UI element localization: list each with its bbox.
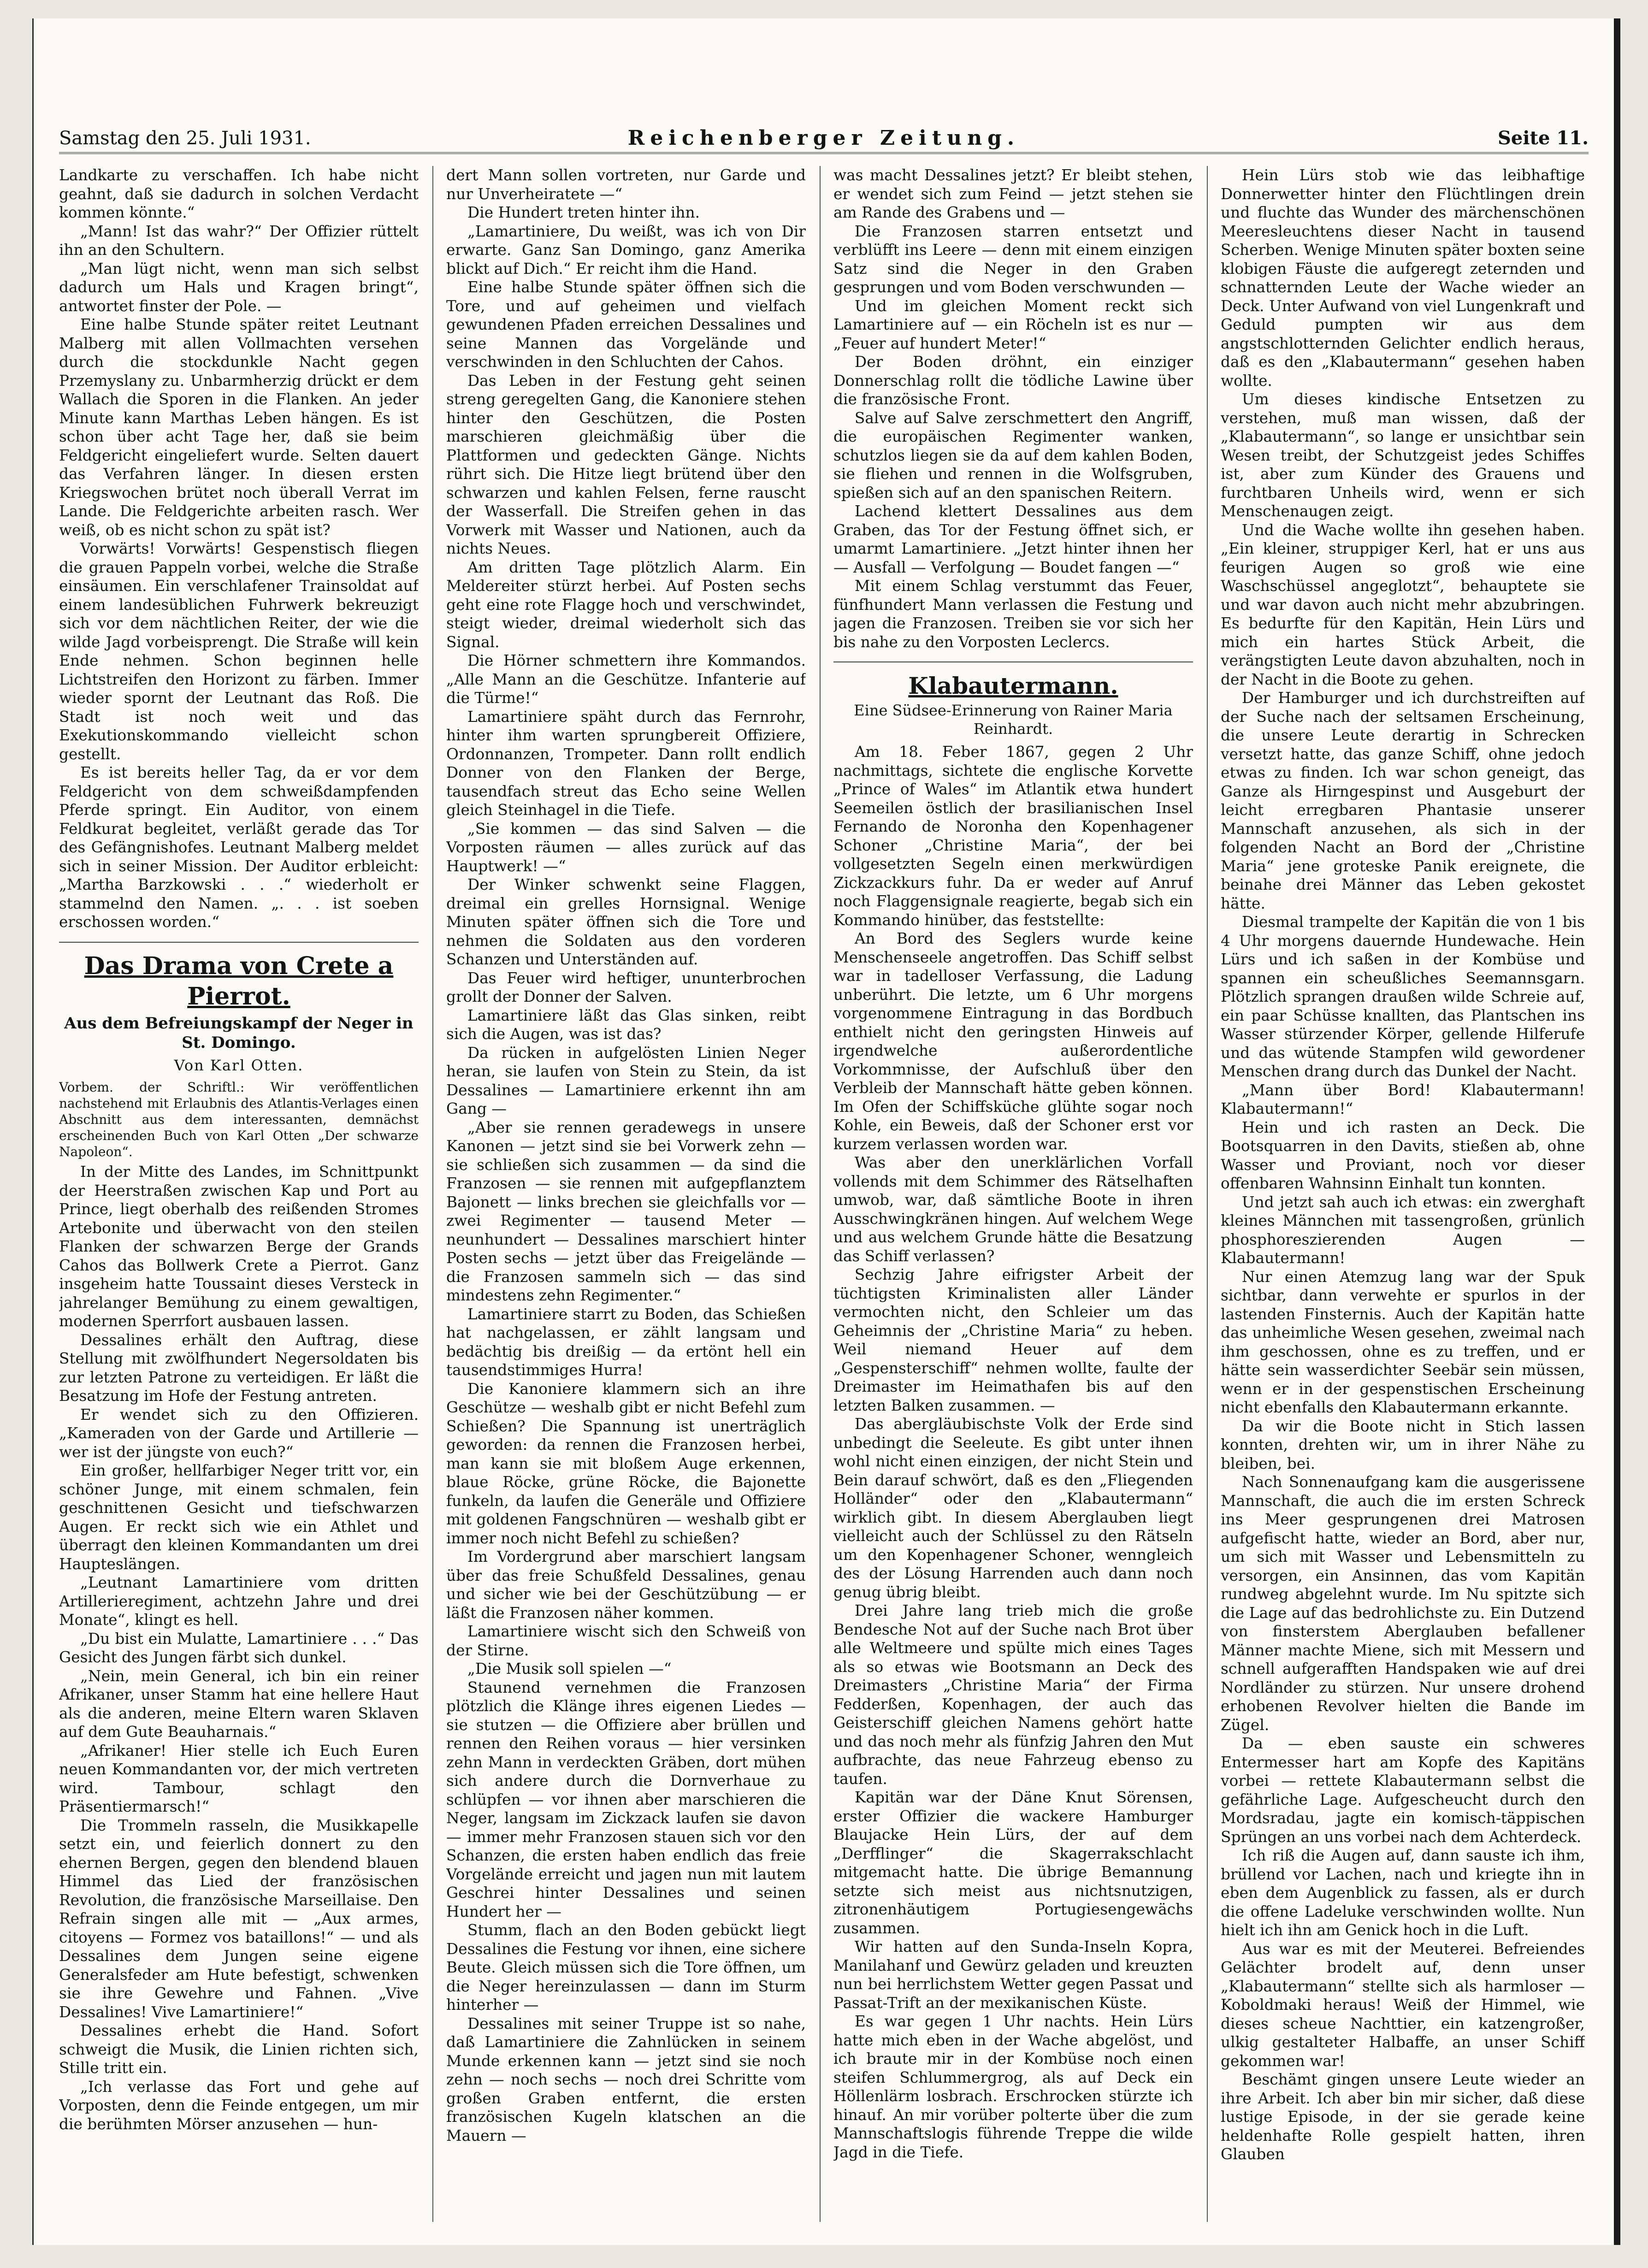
paragraph: Da rücken in aufgelösten Linien Neger heran, sie laufen von Stein zu Stein, da ist Dessalines — Lamartiniere erkennt ihn am Gang — [446,1044,806,1117]
column-2 [446,166,806,2222]
paragraph: was macht Dessalines jetzt? Er bleibt stehen, er wendet sich zum Feind — jetzt stehen sie am Rande des Grabens und — [833,166,1193,221]
paragraph: Dessalines mit seiner Truppe ist so nahe, daß Lamartiniere die Zahnlücken in seinem Munde erkennen kann — jetzt sind sie noch zehn — noch sechs — noch drei Schritte vom großen Graben entfernt, die ersten französischen Kugeln klatschen an die Mauern — [446,2014,806,2144]
paragraph: Staunend vernehmen die Franzosen plötzlich die Klänge ihres eigenen Liedes — sie stutzen — die Offiziere aber brüllen und rennen den Reihen voraus — hier versinken zehn Mann in verdeckten Gräben, dort mühen sich andere durch die Dornverhaue zu schlüpfen — vor ihnen aber marschieren die Neger, langsam im Zickzack laufen sie davon — immer mehr Franzosen stauen sich vor den Schanzen, die ersten haben endlich das freie Vorgelände erreicht und jagen nun mit lautem Geschrei hinter Dessalines und seinen Hundert her — [446,1678,806,1920]
editor-note: Vorbem. der Schriftl.: Wir veröffentlichen nachstehend mit Erlaubnis des Atlantis-Verlages einen Abschnitt aus dem interessanten, demnächst erscheinenden Buch von Karl Otten „Der schwarze Napoleon“. [59,1080,419,1159]
paragraph: Sechzig Jahre eifrigster Arbeit der tüchtigsten Kriminalisten aller Länder vermochten nicht, den Schleier um das Geheimnis der „Christine Maria“ zu heben. Weil niemand Heuer auf dem „Gespensterschiff“ nehmen wollte, faulte der Dreimaster im Heimathafen bis auf den letzten Balken zusammen. — [833,1266,1193,1414]
paragraph: Eine halbe Stunde später öffnen sich die Tore, und auf geheimen und vielfach gewundenen Pfaden erreichen Dessalines und seine Mannen das Vorgelände und verschwinden in den Schluchten der Cahos. [446,278,806,371]
paragraph: Dessalines erhebt die Hand. Sofort schweigt die Musik, die Linien richten sich, Stille tritt ein. [59,2022,419,2077]
paragraph: Das abergläubischste Volk der Erde sind unbedingt die Seeleute. Es gibt unter ihnen wohl nicht einen einzigen, der nicht Stein und Bein darauf schwört, daß es den „Fliegenden Holländer“ oder den „Klabautermann“ wirklich gibt. In diesem Aberglauben liegt vielleicht auch der Schlüssel zu den Rätseln um den Kopenhagener Schoner, wenngleich des der Lösung Harrenden auch dann noch genug übrig bleibt. [833,1415,1193,1601]
paragraph: Lachend klettert Dessalines aus dem Graben, das Tor der Festung öffnet sich, er umarmt Lamartiniere. „Jetzt hinter ihnen her — Ausfall — Verfolgung — Boudet fangen —“ [833,502,1193,576]
paragraph: Um dieses kindische Entsetzen zu verstehen, muß man wissen, daß der „Klabautermann“, so lange er unsichtbar sein Wesen treibt, der Schutzgeist jedes Schiffes ist, aber zum Künder des Grauens und furchtbaren Unheils wird, wenn er sich Menschenaugen zeigt. [1221,390,1585,520]
paragraph: „Man lügt nicht, wenn man sich selbst dadurch um Hals und Kragen bringt“, antwortet finster der Pole. — [59,260,419,315]
paragraph: Lamartiniere starrt zu Boden, das Schießen hat nachgelassen, er zählt langsam und bedächtig bis dreißig — da ertönt hell ein tausendstimmiges Hurra! [446,1305,806,1379]
paragraph: dert Mann sollen vortreten, nur Garde und nur Unverheiratete —“ [446,166,806,203]
paragraph: Nach Sonnenaufgang kam die ausgerissene Mannschaft, die auch die im ersten Schreck ins Meer gesprungenen drei Matrosen aufgefischt hatte, wieder an Bord, aber nur, um sich mit Wasser und Lebensmitteln zu versorgen, ein Ansinnen, das vom Kapitän rundweg abgelehnt wurde. Im Nu spitzte sich die Lage auf das bedrohlichste zu. Ein Dutzend von finsterstem Aberglauben befallener Männer machte Miene, sich mit Messern und schnell aufgerafften Handspaken wie auf drei Nordländer zu stürzen. Nur unsere drohend erhobenen Revolver hielten die Bande im Zügel. [1221,1473,1585,1734]
article-title: Das Drama von Crete a Pierrot. [84,951,394,1010]
paragraph: Ich riß die Augen auf, dann sauste ich ihm, brüllend vor Lachen, nach und kriegte ihn in eben dem Augenblick zu fassen, als er durch die offene Ladeluke verschwinden wollte. Nun hielt ich ihn am Genick hoch in die Luft. [1221,1847,1585,1939]
paragraph: Es ist bereits heller Tag, da er vor dem Feldgericht von dem schweißdampfenden Pferde springt. Ein Auditor, von einem Feldkurat begleitet, verläßt gerade das Tor des Gefängnishofes. Leutnant Malberg meldet sich in seiner Mission. Der Auditor erbleicht: „Martha Barzkowski . . .“ wiederholt er stammelnd den Namen. „. . . ist soeben erschossen worden.“ [59,764,419,931]
column-rule [820,166,821,2222]
paragraph: Lamartiniere läßt das Glas sinken, reibt sich die Augen, was ist das? [446,1006,806,1043]
paragraph: „Die Musik soll spielen —“ [467,1660,672,1677]
article-title: Klabautermann. [908,672,1118,699]
paragraph: „Nein, mein General, ich bin ein reiner Afrikaner, unser Stamm hat eine hellere Haut als die anderen, meine Eltern waren Sklaven auf dem Gute Beauharnais.“ [59,1667,419,1741]
paragraph: Eine halbe Stunde später reitet Leutnant Malberg mit allen Vollmachten versehen durch die stockdunkle Nacht gegen Przemyslany zu. Unbarmherzig drückt er dem Wallach die Sporen in die Flanken. An jeder Minute kann Marthas Leben hängen. Es ist schon über acht Tage her, daß sie beim Feldgericht eingeliefert wurde. Selten dauert das Verfahren länger. In diesen ersten Kriegswochen brütet noch überall Verrat im Lande. Die Feldgerichte arbeiten rasch. Wer weiß, ob es nicht schon zu spät ist? [59,316,419,539]
paragraph: Es war gegen 1 Uhr nachts. Hein Lürs hatte mich eben in der Wache abgelöst, und ich braute mir in der Kombüse noch einen steifen Schlummergrog, als auf Deck ein Höllenlärm losbrach. Erschrocken stürzte ich hinauf. An mir vorüber polterte über die zum Mannschaftslogis führende Treppe die wilde Jagd in die Tiefe. [833,2013,1193,2161]
paragraph: „Mann über Bord! Klabautermann! Klabautermann!“ [1221,1081,1585,1117]
paragraph: An Bord des Seglers wurde keine Menschenseele angetroffen. Das Schiff selbst war in tadelloser Verfassung, die Ladung unberührt. Die letzte, um 6 Uhr morgens vorgenommene Eintragung in das Bordbuch enthielt nicht den geringsten Hinweis auf irgendwelche außerordentliche Vorkommnisse, der Aufschluß über den Verbleib der Mannschaft hätte geben können. Im Ofen der Schiffsküche glühte sogar noch Kohle, ein Beweis, daß der Schoner erst vor kurzem verlassen worden war. [833,930,1193,1153]
paragraph: Da wir die Boote nicht in Stich lassen konnten, drehten wir, um in ihrer Nähe zu bleiben, bei. [1221,1417,1585,1472]
column-rule [432,166,433,2222]
paragraph: Drei Jahre lang trieb mich die große Bendesche Not auf der Suche nach Brot über alle Weltmeere und spülte mich eines Tages als so etwas wie Bootsmann an Deck des Dreimasters „Christine Maria“ der Firma Fedderßen, Kopenhagen, der auch das Geisterschiff gleichen Namens gehört hatte und das noch mehr als fünfzig Jahren den Mut aufbrachte, das neue Fahrzeug ebenso zu taufen. [833,1602,1193,1788]
paragraph: Salve auf Salve zerschmettert den Angriff, die europäischen Regimenter wanken, schutzlos liegen sie da auf dem kahlen Boden, sie fliehen und rennen in die Wolfsgruben, spießen sich auf an den spanischen Reitern. [833,409,1193,502]
paragraph: Lamartiniere wischt sich den Schweiß von der Stirne. [446,1623,806,1659]
column-rule [1207,166,1208,2222]
paragraph: Der Boden dröhnt, ein einziger Donnerschlag rollt die tödliche Lawine über die französische Front. [833,353,1193,408]
article-subtitle: Eine Südsee-Erinnerung von Rainer Maria Reinhardt. [854,702,1173,738]
article-author: Von Karl Otten. [174,1056,304,1074]
paragraph: Ein großer, hellfarbiger Neger tritt vor, ein schöner Junge, mit einem schmalen, fein geschnittenen Gesicht und tiefschwarzen Augen. Er reckt sich wie ein Athlet und überragt den kleinen Kommandanten um drei Hauptеslängen. [59,1462,419,1573]
page-number: Seite 11. [1498,127,1589,149]
paragraph: Und im gleichen Moment reckt sich Lamartiniere auf — ein Röcheln ist es nur — „Feuer auf hundert Meter!“ [833,297,1193,352]
paragraph: Da — eben sauste ein schweres Entermesser hart am Kopfe des Kapitäns vorbei — rettete Klabautermann selbst die gefährliche Lage. Aufgescheucht durch den Mordsradau, jagte ein komisch-täppischen Sprüngen an uns vorbei nach dem Achterdeck. [1221,1735,1585,1846]
paragraph: Der Hamburger und ich durchstreiften auf der Suche nach der seltsamen Erscheinung, die unsere Leute derartig in Schrecken versetzt hatte, das ganze Schiff, ohne jedoch etwas zu finden. Ich war schon geneigt, das Ganze als Hirngespinst und Ausgeburt der leicht erregbaren Phantasie unserer Mannschaft anzusehen, als sich in der folgenden Nacht an Bord der „Christine Maria“ jene groteske Panik ereignete, die beinahe drei Männer das Leben gekostet hätte. [1221,689,1585,912]
column-3 [833,166,1193,2222]
article-subtitle: Aus dem Befreiungskampf der Neger in St. Domingo. [64,1014,413,1052]
paragraph: Und die Wache wollte ihn gesehen haben. „Ein kleiner, struppiger Kerl, hat er uns aus feurigen Augen so groß wie eine Waschschüssel angeglotzt“, behauptete sie und war davon auch nicht mehr abzubringen. Es bedurfte für den Kapitän, Hein Lürs und mich ein hartes Stück Arbeit, die verängstigten Leute davon abzuhalten, noch in der Nacht in die Boote zu gehen. [1221,521,1585,688]
paragraph: Kapitän war der Däne Knut Sörensen, erster Offizier die wackere Hamburger Blaujacke Hein Lürs, der auf dem „Derfflinger“ die Skagerrakschlacht mitgemacht hatte. Die übrige Bemannung setzte sich meist aus nichtsnutzigen, zitronenhäutigem Portugiesengewächs zusammen. [833,1789,1193,1937]
paragraph: „Du bist ein Mulatte, Lamartiniere . . .“ Das Gesicht des Jungen färbt sich dunkel. [59,1630,419,1666]
paragraph: Lamartiniere späht durch das Fernrohr, hinter ihm warten sprungbereit Offiziere, Ordonnanzen, Trompeter. Dann rollt endlich Donner von den Flanken der Berge, tausendfach streut das Echo seine Wellen gleich Steinhagel in die Tiefe. [446,708,806,819]
column-4 [1221,166,1585,2222]
paragraph: Die Franzosen starren entsetzt und verblüfft ins Leere — denn mit einem einzigen Satz sind die Neger in den Graben gesprungen und vom Boden verschwunden — [833,222,1193,296]
paragraph: „Aber sie rennen geradewegs in unsere Kanonen — jetzt sind sie bei Vorwerk zehn — sie schließen sich zusammen — da sind die Franzosen — sie rennen mit aufgepflanztem Bajonett — links brechen sie gleichfalls vor — zwei Regimenter — tausend Meter — neunhundert — Dessalines marschiert hinter Posten sechs — jetzt über das Freigelände — die Franzosen sammeln sich — das sind mindestens zehn Regimenter.“ [446,1118,806,1304]
paragraph: Aus war es mit der Meuterei. Befreiendes Gelächter brodelt auf, denn unser „Klabautermann“ stellte sich als harmloser — Koboldmaki heraus! Weiß der Himmel, wie dieses scheue Nachttier, ein katzengroßer, ulkig gestalteter Halbaffe, an unser Schiff gekommen war! [1221,1940,1585,2070]
paragraph: „Ich verlasse das Fort und gehe auf Vorposten, denn die Feinde entgegen, um mir die berühmten Mörser anzusehen — hun- [59,2078,419,2133]
column-1 [59,166,419,2222]
paragraph: Er wendet sich zu den Offizieren. „Kameraden von der Garde und Artillerie — wer ist der jüngste von euch?“ [59,1406,419,1461]
paragraph: „Lamartiniere, Du weißt, was ich von Dir erwarte. Ganz San Domingo, ganz Amerika blickt auf Dich.“ Er reicht ihm die Hand. [446,222,806,278]
paragraph: „Mann! Ist das wahr?“ Der Offizier rüttelt ihn an den Schultern. [59,222,419,259]
paragraph: Die Hundert treten hinter ihn. [467,204,700,221]
paragraph: Im Vordergrund aber marschiert langsam über das freie Schußfeld Dessalines, genau und sicher wie bei der Geschützübung — er läßt die Franzosen näher kommen. [446,1548,806,1622]
paragraph: Diesmal trampelte der Kapitän die von 1 bis 4 Uhr morgens dauernde Hundewache. Hein Lürs und ich saßen in der Kombüse und spannen ein scheußliches Seemannsgarn. Plötzlich sprangen draußen wilde Schreie auf, ein paar Schüsse knallten, das Plantschen ins Wasser stürzender Körper, gellende Hilferufe und das wütende Stampfen wild gewordener Menschen drang durch das Dunkel der Nacht. [1221,913,1585,1080]
paragraph: Die Trommeln rasseln, die Musikkapelle setzt ein, und feierlich donnert zu den ehernen Bergen, gegen den blendend blauen Himmel das Lied der französischen Revolution, die französische Marseillaise. Den Refrain singen alle mit — „Aux armes, citoyens — Formez vos bataillons!“ — und als Dessalines dem Jungen seine eigene Generalsfeder am Hute befestigt, schwenken sie ihre Gewehre und Fahnen. „Vive Dessalines! Vive Lamartiniere!“ [59,1816,419,2021]
paragraph: Mit einem Schlag verstummt das Feuer, fünfhundert Mann verlassen die Festung und jagen die Franzosen. Treiben sie vor sich her bis nahe zu den Vorposten Leclercs. [833,577,1193,651]
paragraph: Dessalines erhält den Auftrag, diese Stellung mit zwölfhundert Negersoldaten bis zur letzten Patrone zu verteidigen. Er läßt die Besatzung im Hofe der Festung antreten. [59,1331,419,1405]
paragraph: „Leutnant Lamartiniere vom dritten Artillerieregiment, achtzehn Jahre und drei Monate“, klingt es hell. [59,1574,419,1629]
newspaper-page [32,18,1620,2245]
paragraph: Hein und ich rasten an Deck. Die Bootsquarren in den Davits, stießen ab, ohne Wasser und Proviant, noch vor dieser offenbaren Wahnsinn Einhalt tun konnten. [1221,1118,1585,1192]
paragraph: Am 18. Feber 1867, gegen 2 Uhr nachmittags, sichtete die englische Korvette „Prince of Wales“ im Atlantik etwa hundert Seemeilen östlich der brasilianischen Insel Fernando de Noronha den Kopenhagener Schoner „Christine Maria“, der bei vollgesetzten Segeln einen merkwürdigen Zickzackkurs fuhr. Da er weder auf Anruf noch Flaggensignale reagierte, begab sich ein Kommando hinüber, das feststellte: [833,743,1193,929]
article-separator [59,942,419,943]
paragraph: Und jetzt sah auch ich etwas: ein zwerghaft kleines Männchen mit tassengroßen, grünlich phosphoreszierenden Augen — Klabautermann! [1221,1193,1585,1267]
paragraph: Was aber den unerklärlichen Vorfall vollends mit dem Schimmer des Rätselhaften umwob, war, daß sämtliche Boote in ihren Ausschwingkränen hingen. Auf welchem Wege und aus welchem Grunde hätte die Besatzung das Schiff verlassen? [833,1154,1193,1265]
paragraph: Nur einen Atemzug lang war der Spuk sichtbar, dann verwehte er spurlos in der lastenden Finsternis. Auch der Kapitän hatte das unheimliche Wesen gesehen, zweimal nach ihm geschossen, ohne es zu treffen, und er hätte sein wasserdichter Seebär sein müssen, wenn er in der gespenstischen Erscheinung nicht ebenfalls den Klabautermann erkannte. [1221,1268,1585,1416]
paragraph: Vorwärts! Vorwärts! Gespenstisch fliegen die grauen Pappeln vorbei, welche die Straße einsäumen. Ein verschlafener Trainsoldat auf einem landesüblichen Fuhrwerk bekreuzigt sich vor dem nächtlichen Reiter, der wie die wilde Jagd vorbeisprengt. Die Straße will kein Ende nehmen. Schon beginnen helle Lichtstreifen den Horizont zu färben. Immer wieder spornt der Leutnant das Roß. Die Stadt ist noch weit und das Exekutionskommando vielleicht schon gestellt. [59,540,419,763]
paragraph: Wir hatten auf den Sunda-Inseln Kopra, Manilahanf und Gewürz geladen und kreuzten nun bei herrlichstem Wetter gegen Passat und Passat-Trift an der mexikanischen Küste. [833,1938,1193,2012]
paragraph: Hein Lürs stob wie das leibhaftige Donnerwetter hinter den Flüchtlingen drein und fluchte das Wunder des märchenschönen Meeresleuchtens dieser Nacht in tausend Scherben. Wenige Minuten später boxten seine klobigen Fäuste die aufgeregt zeternden und schnatternden Leute der Wache wieder an Deck. Unter Aufwand von viel Lungenkraft und Geduld pumpten wir aus dem angstschlotternden Gelichter endlich heraus, daß es den „Klabautermann“ gesehen haben wollte. [1221,166,1585,390]
newspaper-title: Reichenberger Zeitung. [627,126,1020,150]
paragraph: „Sie kommen — das sind Salven — die Vorposten räumen — alles zurück auf das Hauptwerk! —“ [446,820,806,875]
paragraph: Der Winker schwenkt seine Flaggen, dreimal ein grelles Hornsignal. Wenige Minuten später öffnen sich die Tore und nehmen die Soldaten aus den vorderen Schanzen und Unterständen auf. [446,876,806,968]
header-date: Samstag den 25. Juli 1931. [59,128,311,149]
page-header [59,124,1589,154]
paragraph: Stumm, flach an den Boden gebückt liegt Dessalines die Festung vor ihnen, eine sichere Beute. Gleich müssen sich die Tore öffnen, um die Neger hereinzulassen — dann im Sturm hinterher — [446,1921,806,2014]
paragraph: Landkarte zu verschaffen. Ich habe nicht geahnt, daß sie dadurch in solchen Verdacht kommen könnte.“ [59,166,419,221]
paragraph: In der Mitte des Landes, im Schnittpunkt der Heerstraßen zwischen Kap und Port au Prince, liegt oberhalb des reißenden Stromes Artebonite und überwacht von den steilen Flanken der schwarzen Berge der Grands Cahos das Bollwerk Crete a Pierrot. Ganz insgeheim hatte Toussaint dieses Versteck in jahrelanger Bemühung zu einem gewaltigen, modernen Sperrfort ausbauen lassen. [59,1163,419,1330]
paragraph: Das Leben in der Festung geht seinen streng geregelten Gang, die Kanoniere stehen hinter den Geschützen, die Posten marschieren gleichmäßig über die Plattformen und gedeckten Gänge. Nichts rührt sich. Die Hitze liegt brütend über den schwarzen und kahlen Felsen, ferne rauscht der Wasserfall. Die Streifen gehen in das Vorwerk mit Wasser und Nationen, auch da nichts Neues. [446,372,806,557]
paragraph: Das Feuer wird heftiger, ununterbrochen grollt der Donner der Salven. [446,969,806,1005]
paragraph: Die Hörner schmettern ihre Kommandos. „Alle Mann an die Geschütze. Infanterie auf die Türme!“ [446,652,806,707]
paragraph: Die Kanoniere klammern sich an ihre Geschütze — weshalb gibt er nicht Befehl zum Schießen? Die Spannung ist unerträglich geworden: da rennen die Franzosen herbei, man kann sie mit bloßem Auge erkennen, blaue Röcke, grüne Röcke, die Bajonette funkeln, da laufen die Generäle und Offiziere mit goldenen Fangschnüren — weshalb gibt er immer noch nicht Befehl zu schießen? [446,1380,806,1547]
paragraph: „Afrikaner! Hier stelle ich Euch Euren neuen Kommandanten vor, der mich vertreten wird. Tambour, schlagt den Präsentiermarsch!“ [59,1742,419,1815]
paragraph: Am dritten Tage plötzlich Alarm. Ein Meldereiter stürzt herbei. Auf Posten sechs geht eine rote Flagge hoch und verschwindet, steigt wieder, dreimal wiederholt sich das Signal. [446,558,806,651]
paragraph: Beschämt gingen unsere Leute wieder an ihre Arbeit. Ich aber bin mir sicher, daß diese lustige Episode, in der sie gerade keine heldenhafte Rolle gespielt hatten, ihren Glauben [1221,2071,1585,2163]
